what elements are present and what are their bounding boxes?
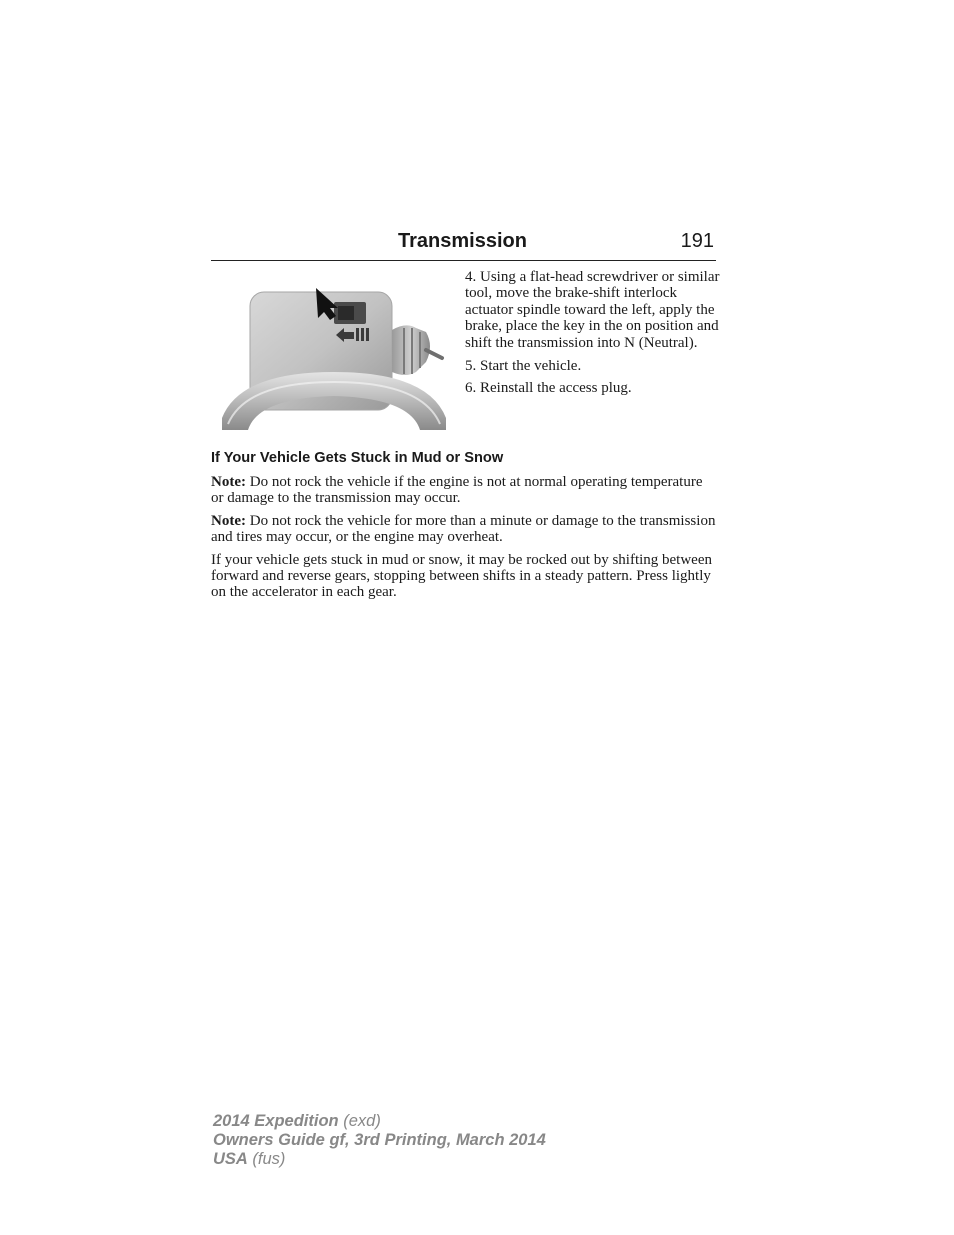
note-text: Do not rock the vehicle for more than a minute or damage to the transmission and tires may occur, or the engine may overheat. xyxy=(211,512,716,546)
note-label: Note: xyxy=(211,474,246,490)
note-paragraph-1 xyxy=(211,474,716,506)
footer-model: 2014 Expedition xyxy=(213,1112,339,1130)
note-text: Do not rock the vehicle if the engine is not at normal operating temperature or damage to the transmission may occur. xyxy=(211,474,703,507)
step-4: 4. Using a flat-head screwdriver or similar tool, move the brake-shift interlock actuator spindle toward the left, apply the brake, place the key in the on position and shift the transmission into N (Neutral). xyxy=(465,269,720,351)
page-footer xyxy=(213,1112,546,1170)
page-title: Transmission xyxy=(398,230,527,252)
footer-market: USA xyxy=(213,1150,248,1169)
note-label: Note: xyxy=(211,512,246,529)
step-6: 6. Reinstall the access plug. xyxy=(465,380,632,397)
footer-line-1 xyxy=(213,1112,546,1131)
page-header xyxy=(211,228,716,261)
note-paragraph-2 xyxy=(211,513,716,545)
steering-column-icon xyxy=(220,278,448,430)
footer-line-2 xyxy=(213,1131,546,1150)
footer-line-3 xyxy=(213,1150,546,1169)
section-heading: If Your Vehicle Gets Stuck in Mud or Snow xyxy=(211,450,504,466)
page-number: 191 xyxy=(680,230,714,252)
stuck-in-mud-section xyxy=(211,450,716,607)
footer-model-code: (exd) xyxy=(338,1112,381,1130)
body-paragraph: If your vehicle gets stuck in mud or snow, it may be rocked out by shifting between forward and reverse gears, stopping between shifts in a steady pattern. Press lightly on the accelerator in each gear. xyxy=(211,551,712,601)
brake-shift-interlock-illustration xyxy=(220,278,448,430)
step-5: 5. Start the vehicle. xyxy=(465,357,582,374)
procedure-steps xyxy=(465,269,720,403)
footer-printing: Owners Guide gf, 3rd Printing, March 2014 xyxy=(213,1131,546,1150)
footer-market-code: (fus) xyxy=(247,1150,286,1169)
